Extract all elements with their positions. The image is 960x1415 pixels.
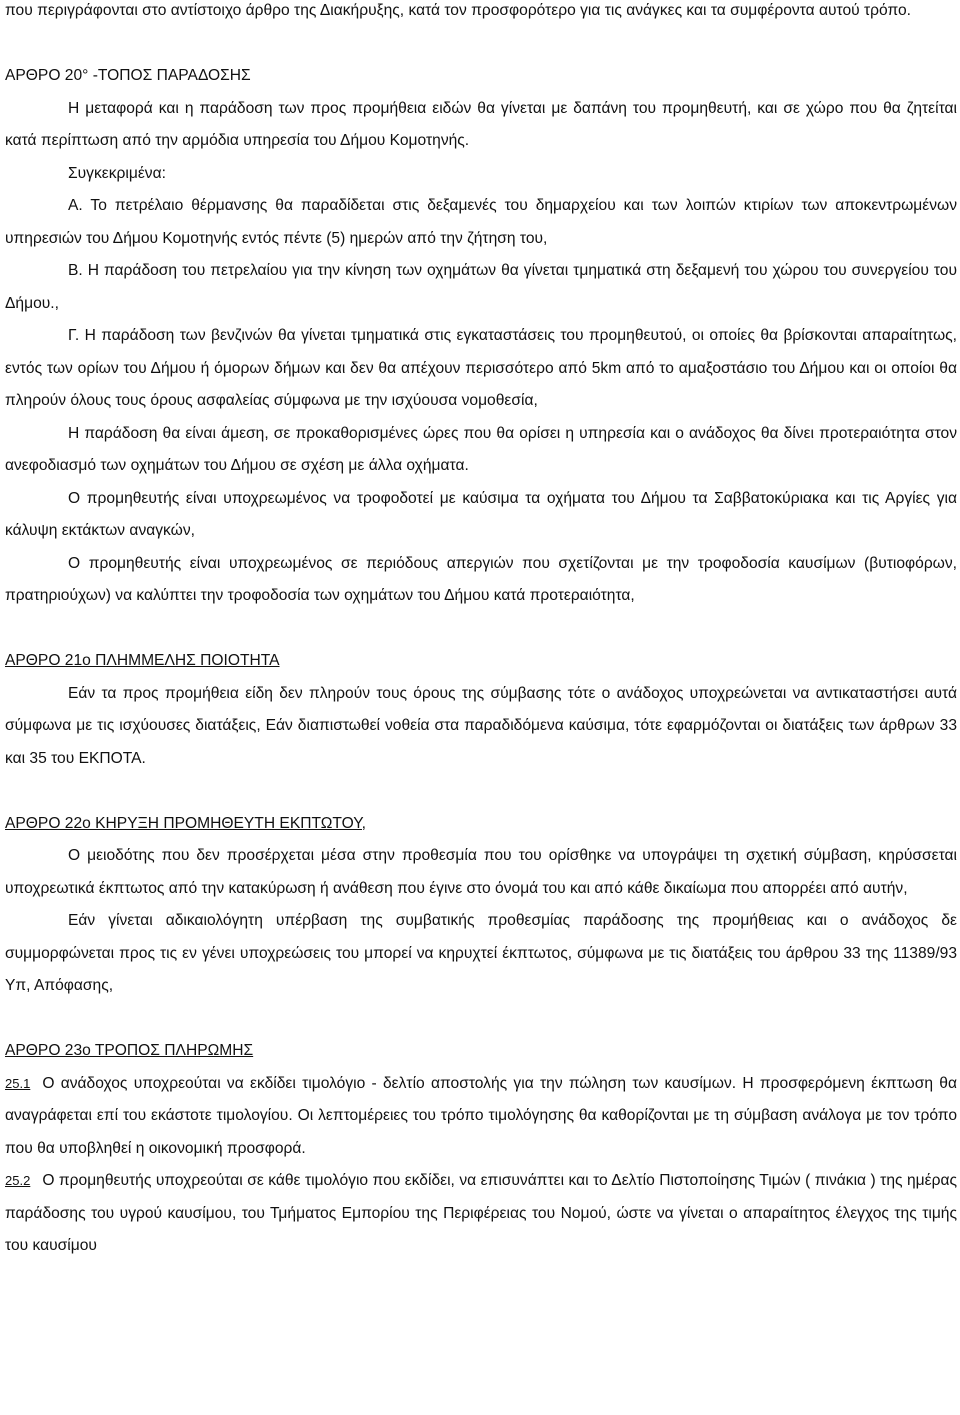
article-21-heading: ΑΡΘΡΟ 21ο ΠΛΗΜΜΕΛΗΣ ΠΟΙΟΤΗΤΑ xyxy=(5,652,280,669)
intro-paragraph: που περιγράφονται στο αντίστοιχο άρθρο της Διακήρυξης, κατά τον προσφορότερο για τις ανάγκες και τα συμφέροντα αυτού τρόπο. xyxy=(5,2,911,19)
clause-text: Ο προμηθευτής υποχρεούται σε κάθε τιμολόγιο που εκδίδει, να επισυνάπτει και το Δελτίο Πιστοποίησης Τιμών ( πινάκια ) της ημέρας παράδοσης του υγρού καυσίμου, του Τμήματος Εμπορίου της Περιφέρειας του Νομού, ώστε να γίνεται ο απαραίτητος έλεγχος της τιμής του καυσίμου xyxy=(5,1172,957,1254)
article-22-paragraph-1: Ο μειοδότης που δεν προσέρχεται μέσα στην προθεσμία που του ορίσθηκε να υπογράψει τη σχετική σύμβαση, κηρύσσεται υποχρεωτικά έκπτωτος από την κατακύρωση ή ανάθεση που έγινε στο όνομά του και από κάθε δικαίωμα που απορρέει από αυτήν, xyxy=(5,847,957,897)
article-20-paragraph-1: Η μεταφορά και η παράδοση των προς προμήθεια ειδών θα γίνεται με δαπάνη του προμηθευτή, και σε χώρο που θα ζητείται κατά περίπτωση από την αρμόδια υπηρεσία του Δήμου Κομοτηνής. xyxy=(5,99,957,149)
article-20-paragraph-4: Ο προμηθευτής είναι υποχρεωμένος σε περιόδους απεργιών που σχετίζονται με την τροφοδοσία καυσίμων (βυτιοφόρων, πρατηριούχων) να καλύπτει την τροφοδοσία των οχημάτων του Δήμου κατά προτεραιότητα, xyxy=(5,554,957,604)
article-23-clause-1 xyxy=(5,1068,957,1166)
article-23-heading: ΑΡΘΡΟ 23ο ΤΡΟΠΟΣ ΠΛΗΡΩΜΗΣ xyxy=(5,1042,254,1059)
article-20-paragraph-2: Η παράδοση θα είναι άμεση, σε προκαθορισμένες ώρες που θα ορίσει η υπηρεσία και ο ανάδοχος θα δίνει προτεραιότητα στον ανεφοδιασμό των οχημάτων του Δήμου σε σχέση με άλλα οχήματα. xyxy=(5,424,957,474)
article-23-clause-2 xyxy=(5,1165,957,1263)
article-20-item-b: Β. Η παράδοση του πετρελαίου για την κίνηση των οχημάτων θα γίνεται τμηματικά στη δεξαμενή του χώρου του συνεργείου του Δήμου., xyxy=(5,262,957,312)
document-page xyxy=(5,0,957,1263)
clause-number: 25.2 xyxy=(5,1173,31,1188)
clause-number: 25.1 xyxy=(5,1075,31,1091)
article-21-paragraph-1: Εάν τα προς προμήθεια είδη δεν πληρούν τους όρους της σύμβασης τότε ο ανάδοχος υποχρεώνεται να αντικαταστήσει αυτά σύμφωνα με τις ισχύουσες διατάξεις, Εάν διαπιστωθεί νοθεία στα παραδιδόμενα καύσιμα, τότε εφαρμόζονται οι διατάξεις των άρθρων 33 και 35 του ΕΚΠΟΤΑ. xyxy=(5,684,957,767)
clause-text: Ο ανάδοχος υποχρεούται να εκδίδει τιμολόγιο - δελτίο αποστολής για την πώληση των καυσίμων. Η προσφερόμενη έκπτωση θα αναγράφεται επί του εκάστοτε τιμολογίου. Οι λεπτομέρειες του τρόπο τιμολόγησης θα καθορίζονται με τη σύμβαση ανάλογα με τον τρόπο που θα υποβληθεί η οικονομική προσφορά. xyxy=(5,1074,957,1157)
article-20-heading: ΑΡΘΡΟ 20° -ΤΟΠΟΣ ΠΑΡΑΔΟΣΗΣ xyxy=(5,67,251,84)
article-22-heading: ΑΡΘΡΟ 22ο ΚΗΡΥΞΗ ΠΡΟΜΗΘΕΥΤΗ ΕΚΠΤΩΤΟΥ, xyxy=(5,814,367,832)
article-20-item-c: Γ. Η παράδοση των βενζινών θα γίνεται τμηματικά στις εγκαταστάσεις του προμηθευτού, οι οποίες θα βρίσκονται απαραίτητως, εντός των ορίων του Δήμου ή όμορων δήμων και δεν θα απέχουν περισσότερο από 5km από το αμαξοστάσιο του Δήμου και οι οποίοι θα πληρούν όλους τους όρους ασφαλείας σύμφωνα με την ισχύουσα νομοθεσία, xyxy=(5,327,957,409)
article-20-specifically: Συγκεκριμένα: xyxy=(68,164,166,182)
article-20-item-a: Α. Το πετρέλαιο θέρμανσης θα παραδίδεται στις δεξαμενές του δημαρχείου και των λοιπών κτιρίων των αποκεντρωμένων υπηρεσιών του Δήμου Κομοτηνής εντός πέντε (5) ημερών από την ζήτηση του, xyxy=(5,197,957,247)
article-20-paragraph-3: Ο προμηθευτής είναι υποχρεωμένος να τροφοδοτεί με καύσιμα τα οχήματα του Δήμου τα Σαββατοκύριακα και τις Αργίες για κάλυψη εκτάκτων αναγκών, xyxy=(5,489,957,539)
article-22-paragraph-2: Εάν γίνεται αδικαιολόγητη υπέρβαση της συμβατικής προθεσμίας παράδοσης της προμήθειας και ο ανάδοχος δε συμμορφώνεται προς τις εν γένει υποχρεώσεις του μπορεί να κηρυχτεί έκπτωτος, σύμφωνα με τις διατάξεις του άρθρου 33 της 11389/93 Υπ, Απόφασης, xyxy=(5,912,957,994)
